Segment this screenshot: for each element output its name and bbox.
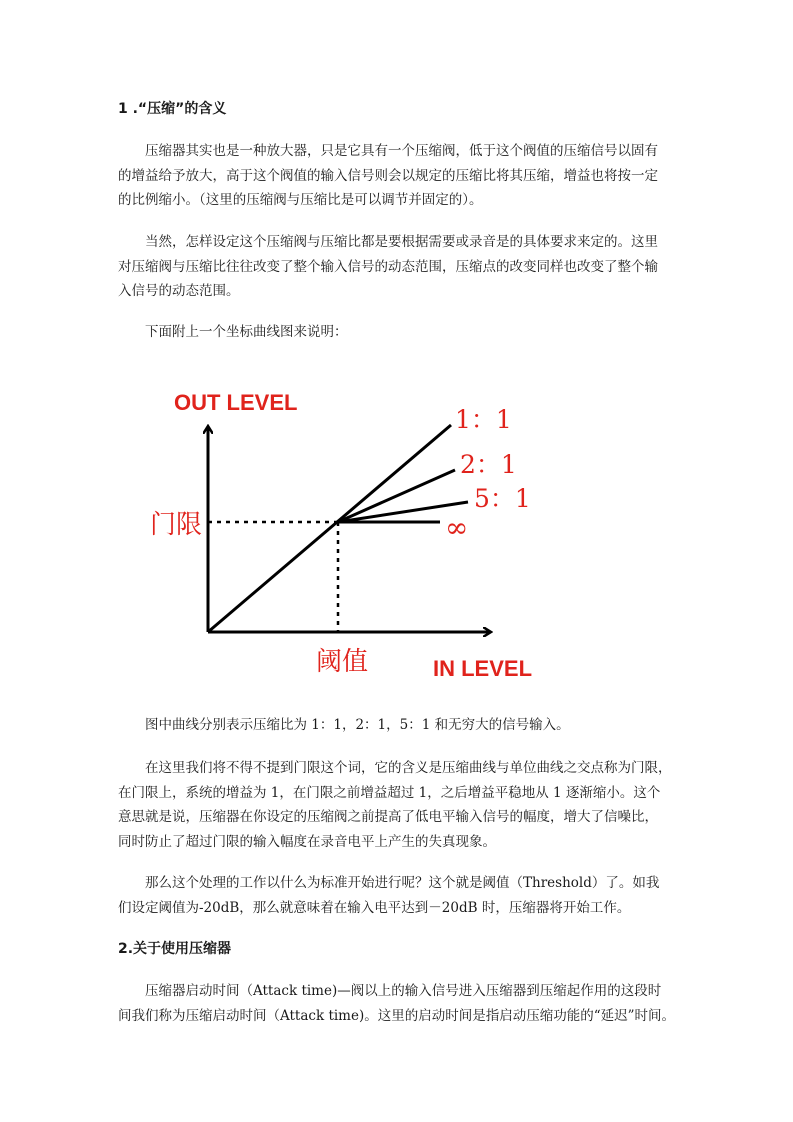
text-line: 对压缩阀与压缩比往往改变了整个输入信号的动态范围，压缩点的改变同样也改变了整个输	[118, 258, 658, 275]
section-1-paragraph-6	[118, 871, 678, 920]
text-line: 当然，怎样设定这个压缩阀与压缩比都是要根据需要或录音是的具体要求来定的。这里	[145, 234, 658, 250]
text-line: 入信号的动态范围。	[118, 283, 240, 299]
text-line: 那么这个处理的工作以什么为标准开始进行呢？这个就是阈值（Threshold）了。如我	[145, 875, 660, 891]
text-line: 在这里我们将不得不提到门限这个词，它的含义是压缩曲线与单位曲线之交点称为门限，	[145, 760, 672, 776]
y-axis-label: OUT LEVEL	[174, 390, 298, 415]
section-1-heading: 1 .“压缩”的含义	[118, 101, 227, 117]
series-line-1-1	[208, 425, 451, 632]
text-line: 意思就是说，压缩器在你设定的压缩阀之前提高了低电平输入信号的幅度，增大了信噪比，	[118, 809, 658, 825]
series-label-infinity: ∞	[445, 511, 469, 544]
text-line: 下面附上一个坐标曲线图来说明：	[145, 324, 348, 340]
threshold-y-label: 门限	[150, 510, 203, 540]
series-label-5-1: 5：1	[474, 484, 531, 513]
text-line: 同时防止了超过门限的输入幅度在录音电平上产生的失真现象。	[118, 833, 496, 850]
section-1-paragraph-1	[118, 139, 678, 213]
text-line: 们设定阈值为-20dB，那么就意味着在输入电平达到－20dB 时，压缩器将开始工作。	[118, 899, 631, 916]
section-1-paragraph-3	[118, 320, 678, 345]
section-2-paragraph-1	[118, 979, 678, 1028]
section-1-paragraph-4	[118, 713, 678, 738]
text-line: 在门限上，系统的增益为 1，在门限之前增益超过 1，之后增益平稳地从 1 逐渐缩小。这个	[118, 784, 661, 801]
series-label-1-1: 1：1	[455, 405, 512, 434]
compression-curve-figure	[140, 385, 540, 695]
section-2-heading: 2.关于使用压缩器	[118, 941, 232, 957]
text-line: 压缩器其实也是一种放大器，只是它具有一个压缩阀，低于这个阀值的压缩信号以固有	[145, 143, 658, 159]
text-line: 的比例缩小。（这里的压缩阀与压缩比是可以调节并固定的）。	[118, 192, 483, 208]
text-line: 间我们称为压缩启动时间（Attack time)。这里的启动时间是指启动压缩功能的“延迟”时间。	[118, 1007, 676, 1024]
text-line: 压缩器启动时间（Attack time)—阀以上的输入信号进入压缩器到压缩起作用的这段时	[145, 983, 662, 999]
threshold-x-label: 阈值	[316, 647, 369, 677]
section-1-paragraph-2	[118, 230, 678, 304]
text-line: 的增益给予放大，高于这个阀值的输入信号则会以规定的压缩比将其压缩，增益也将按一定	[118, 167, 658, 184]
series-label-2-1: 2：1	[460, 450, 517, 479]
text-line: 图中曲线分别表示压缩比为 1：1，2：1，5：1 和无穷大的信号输入。	[145, 717, 570, 733]
section-1-paragraph-5	[118, 756, 678, 854]
x-axis-label: IN LEVEL	[433, 656, 533, 681]
compression-chart	[140, 385, 540, 695]
